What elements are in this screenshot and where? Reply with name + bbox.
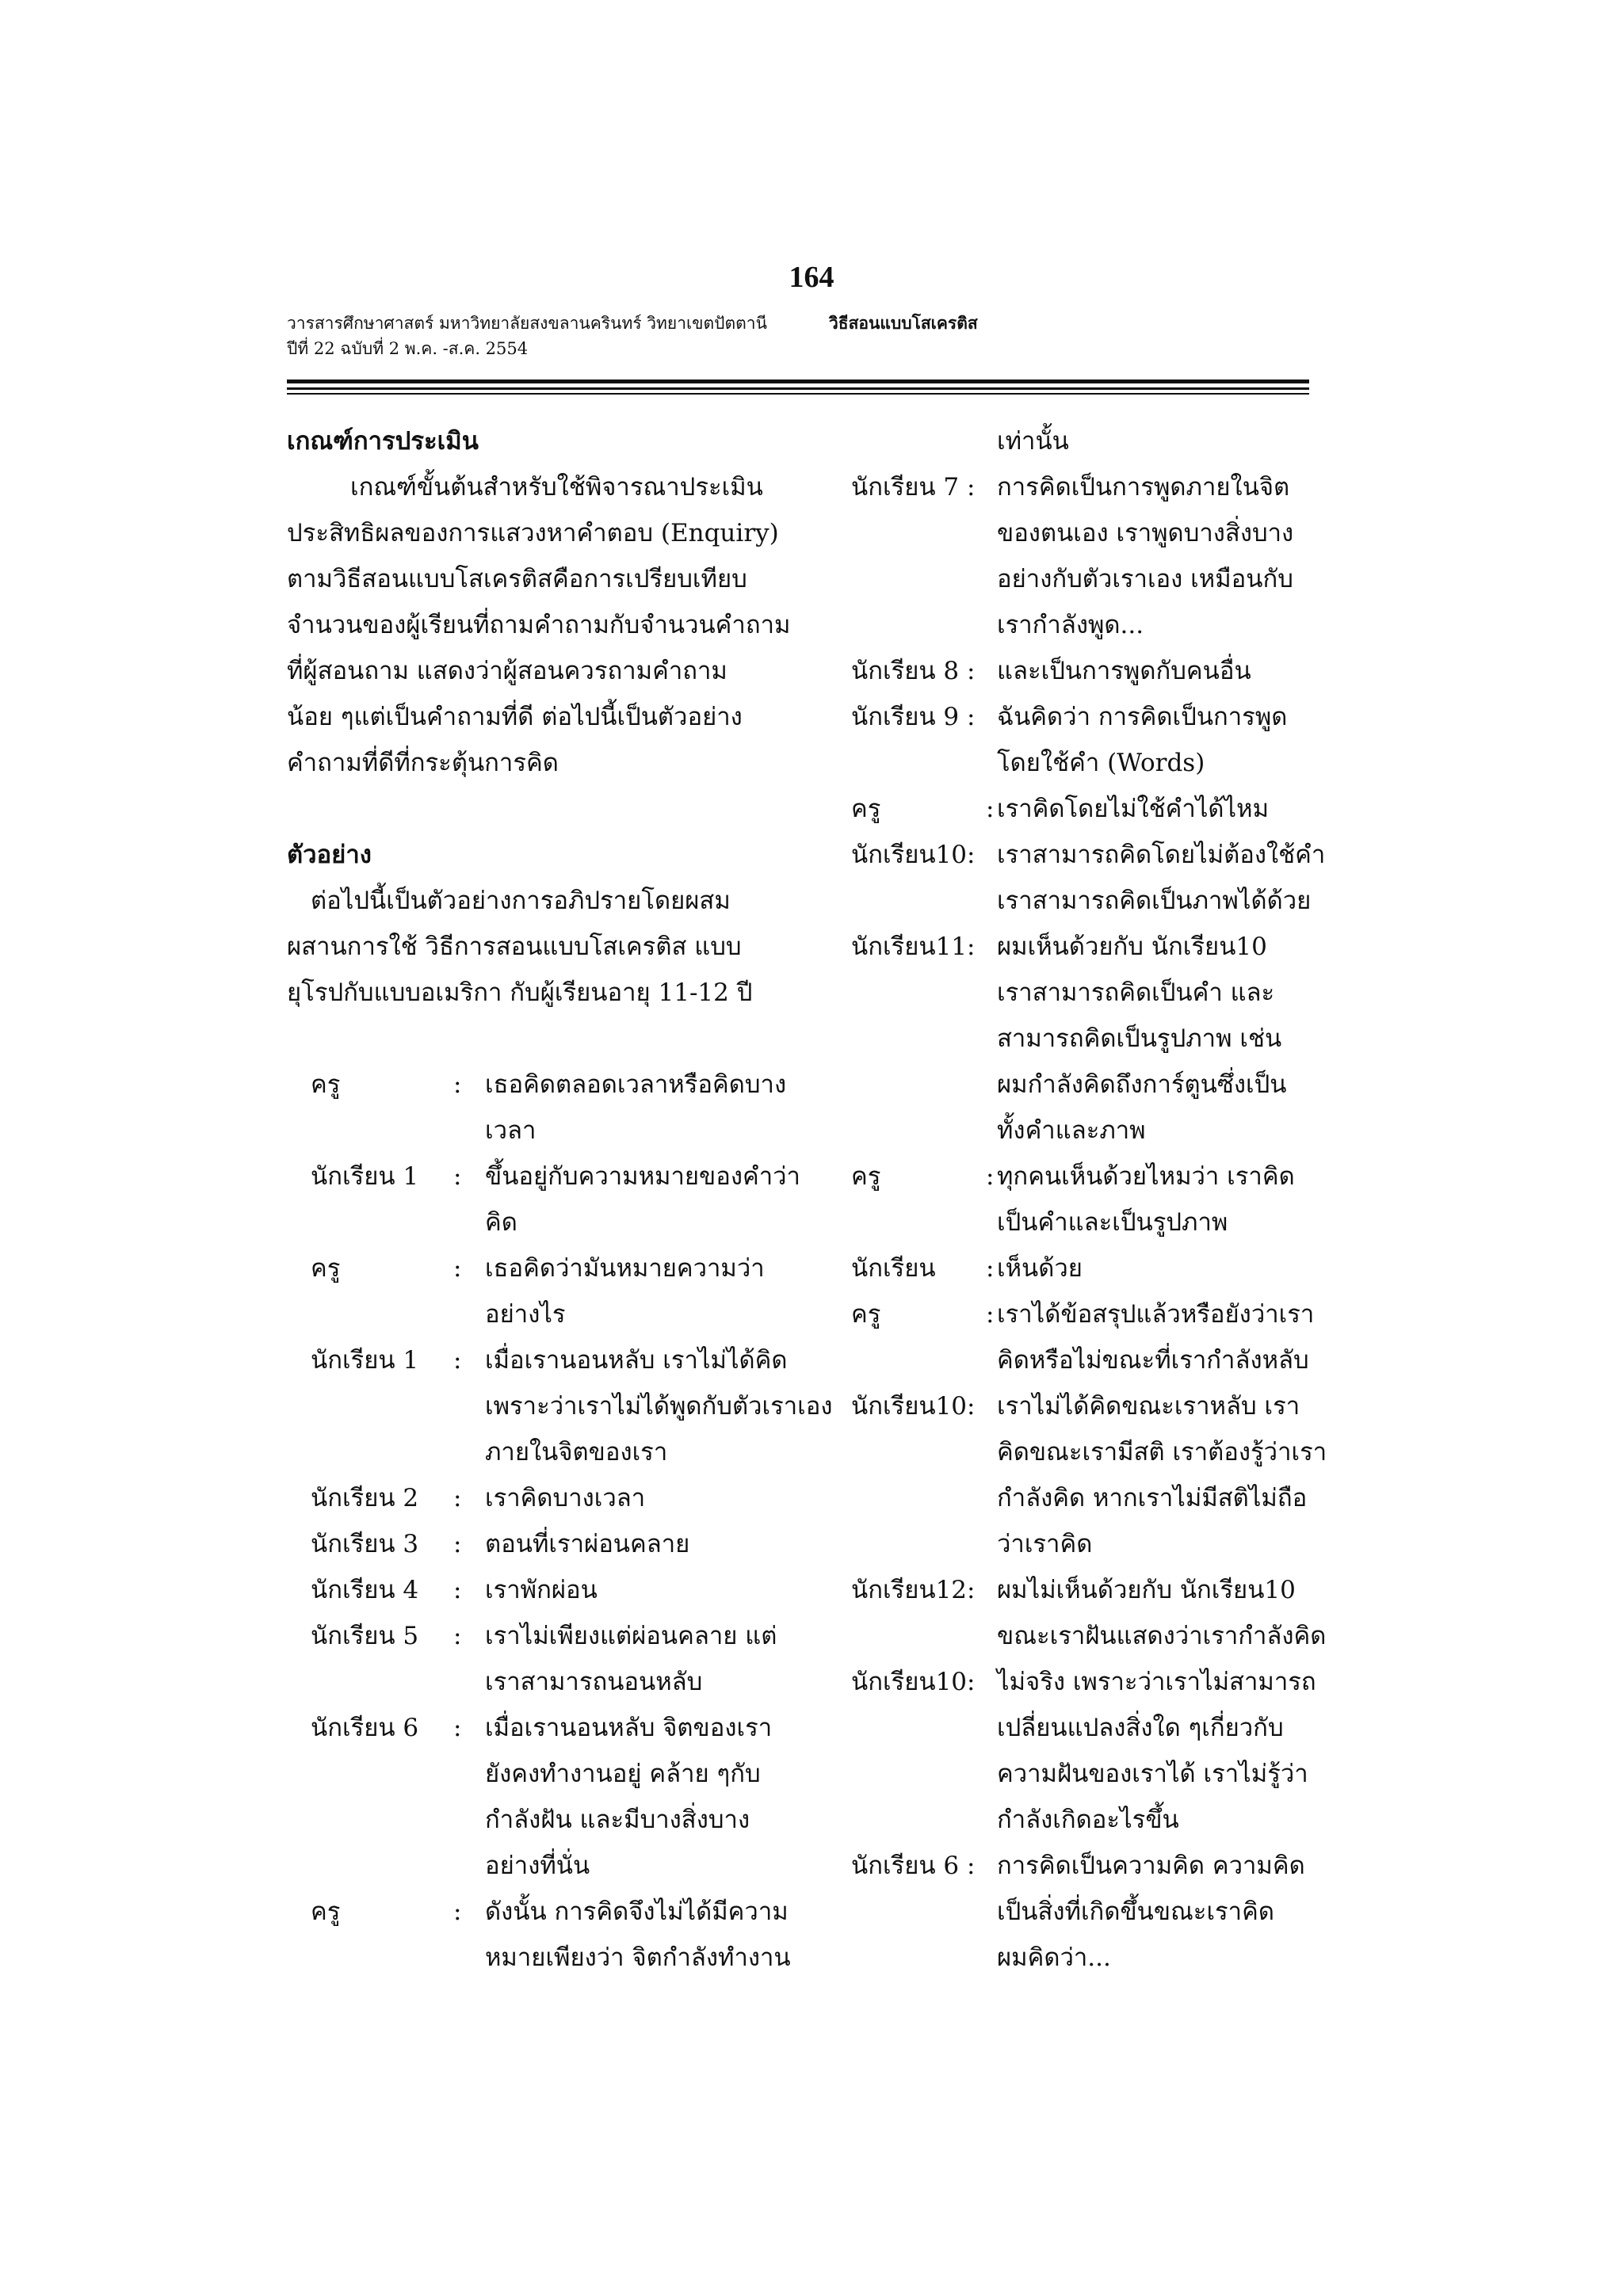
speaker-colon: : xyxy=(986,1162,995,1191)
speaker-colon xyxy=(986,648,997,694)
utterance-line: ว่าเราคิด xyxy=(997,1530,1093,1558)
speaker-label: ครู xyxy=(311,1070,341,1099)
dialogue-turn xyxy=(287,1889,791,1981)
utterance-line: อย่างไร xyxy=(485,1300,566,1329)
speaker-colon xyxy=(986,1843,997,1981)
dialogue-turn xyxy=(851,464,1327,648)
utterance-line: คิดขณะเรามีสติ เราต้องรู้ว่าเรา xyxy=(997,1438,1327,1466)
utterance-line: เมื่อเรานอนหลับ เราไม่ได้คิด xyxy=(485,1346,788,1375)
dialogue-turn xyxy=(851,418,1327,464)
dialogue-turn xyxy=(851,648,1327,694)
speaker-label: นักเรียน 3 xyxy=(311,1530,419,1558)
utterance-line: เราคิดบางเวลา xyxy=(485,1484,646,1512)
speaker-colon xyxy=(986,1659,997,1843)
utterance-line: ผมกำลังคิดถึงการ์ตูนซึ่งเป็น xyxy=(997,1070,1287,1099)
utterance-line: ตอนที่เราผ่อนคลาย xyxy=(485,1530,690,1558)
speaker-colon xyxy=(986,1383,997,1567)
utterance-line: ขึ้นอยู่กับความหมายของคำว่า xyxy=(485,1162,800,1191)
speaker-colon: : xyxy=(453,1897,462,1926)
dialogue-turn xyxy=(851,1245,1327,1291)
dialogue-turn xyxy=(287,1475,780,1521)
utterance-line: การคิดเป็นความคิด ความคิด xyxy=(997,1852,1305,1880)
speaker-colon xyxy=(986,464,997,648)
utterance-line: ขณะเราฝันแสดงว่าเรากำลังคิด xyxy=(997,1622,1327,1650)
speaker-label: ครู xyxy=(851,795,881,823)
utterance-line: ผมคิดว่า... xyxy=(997,1943,1111,1972)
speaker-label: นักเรียน12: xyxy=(851,1576,976,1604)
utterance-line: เราไม่เพียงแต่ผ่อนคลาย แต่ xyxy=(485,1622,777,1650)
utterance xyxy=(997,694,1287,786)
left-column xyxy=(287,418,833,1981)
utterance-line: เราสามารถนอนหลับ xyxy=(485,1668,703,1696)
utterance-line: เราพักผ่อน xyxy=(485,1576,598,1604)
utterance-line: ยังคงทำงานอยู่ คล้าย ๆกับ xyxy=(485,1760,761,1788)
speaker-colon xyxy=(986,1567,997,1659)
utterance-line: เวลา xyxy=(485,1116,537,1145)
dialogue-turn xyxy=(851,1843,1327,1981)
utterance xyxy=(997,924,1286,1154)
speaker-colon: : xyxy=(453,1254,462,1283)
utterance xyxy=(485,1337,833,1475)
utterance xyxy=(997,1843,1305,1981)
speaker-colon: : xyxy=(986,1300,995,1329)
utterance xyxy=(997,1291,1314,1383)
speaker-colon: : xyxy=(453,1576,462,1604)
speaker-label: นักเรียน xyxy=(851,1254,936,1283)
utterance-line: ทุกคนเห็นด้วยไหมว่า เราคิด xyxy=(997,1162,1295,1191)
speaker-colon xyxy=(986,832,997,924)
utterance-line: คิด xyxy=(485,1208,517,1237)
speaker-colon: : xyxy=(453,1622,462,1650)
utterance-line: สามารถคิดเป็นรูปภาพ เช่น xyxy=(997,1024,1282,1053)
utterance-line: อย่างที่นั่น xyxy=(485,1852,590,1880)
speaker-label: นักเรียน 2 xyxy=(311,1484,419,1512)
speaker-colon: : xyxy=(453,1714,462,1742)
dialogue-turn xyxy=(851,694,1327,786)
page-number: 164 xyxy=(789,261,834,294)
utterance-line: ดังนั้น การคิดจึงไม่ได้มีความ xyxy=(485,1897,789,1926)
paragraph-line: ที่ผู้สอนถาม แสดงว่าผู้สอนควรถามคำถาม xyxy=(287,657,727,685)
speaker-colon: : xyxy=(453,1070,462,1099)
issue-info: ปีที่ 22 ฉบับที่ 2 พ.ค. -ส.ค. 2554 xyxy=(287,339,529,358)
utterance xyxy=(485,1889,791,1981)
utterance xyxy=(485,1567,598,1613)
utterance-line: ผมเห็นด้วยกับ นักเรียน10 xyxy=(997,933,1267,961)
speaker-colon xyxy=(986,694,997,786)
section-heading-criteria: เกณฑ์การประเมิน xyxy=(287,427,479,456)
utterance-line: ของตนเอง เราพูดบางสิ่งบาง xyxy=(997,519,1294,547)
dialogue-turn xyxy=(287,1245,780,1337)
right-column xyxy=(851,418,1327,1981)
dialogue-turn xyxy=(851,924,1327,1154)
utterance-line: เห็นด้วย xyxy=(997,1254,1083,1283)
utterance-line: ไม่จริง เพราะว่าเราไม่สามารถ xyxy=(997,1668,1316,1696)
utterance-line: เพราะว่าเราไม่ได้พูดกับตัวเราเอง xyxy=(485,1392,833,1421)
speaker-label: นักเรียน10: xyxy=(851,1668,976,1696)
utterance-line: ผมไม่เห็นด้วยกับ นักเรียน10 xyxy=(997,1576,1296,1604)
paragraph-line: คำถามที่ดีที่กระตุ้นการคิด xyxy=(287,749,559,777)
speaker-label: ครู xyxy=(851,1162,881,1191)
paragraph-line: เกณฑ์ขั้นต้นสำหรับใช้พิจารณาประเมิน xyxy=(350,473,763,502)
utterance-line: ฉันคิดว่า การคิดเป็นการพูด xyxy=(997,703,1288,731)
speaker-colon xyxy=(986,418,997,464)
utterance-line: เราคิดโดยไม่ใช้คำได้ไหม xyxy=(997,795,1269,823)
speaker-label: ครู xyxy=(851,1300,881,1329)
utterance-line: เธอคิดว่ามันหมายความว่า xyxy=(485,1254,765,1283)
dialogue-turn xyxy=(851,1383,1327,1567)
utterance xyxy=(485,1062,786,1154)
speaker-label: ครู xyxy=(311,1254,341,1283)
speaker-colon: : xyxy=(453,1484,462,1512)
speaker-label: นักเรียน 5 xyxy=(311,1622,419,1650)
dialogue-turn xyxy=(851,1291,1327,1383)
dialogue-turn xyxy=(851,1567,1327,1659)
speaker-label: นักเรียน 1 xyxy=(311,1346,419,1375)
speaker-label: นักเรียน 6 : xyxy=(851,1852,976,1880)
utterance xyxy=(997,1567,1326,1659)
speaker-label: นักเรียน 6 xyxy=(311,1714,419,1742)
speaker-colon: : xyxy=(986,795,995,823)
dialogue-turn xyxy=(851,1659,1327,1843)
speaker-label: นักเรียน10: xyxy=(851,841,976,869)
speaker-label: นักเรียน 8 : xyxy=(851,657,976,685)
utterance-line: เมื่อเรานอนหลับ จิตของเรา xyxy=(485,1714,773,1742)
utterance xyxy=(485,1705,772,1889)
utterance-line: และเป็นการพูดกับคนอื่น xyxy=(997,657,1251,685)
utterance-line: เรากำลังพูด... xyxy=(997,611,1144,639)
paragraph-line: ประสิทธิผลของการแสวงหาคำตอบ (Enquiry) xyxy=(287,519,779,547)
speaker-label: นักเรียน11: xyxy=(851,933,976,961)
utterance-line: ความฝันของเราได้ เราไม่รู้ว่า xyxy=(997,1760,1308,1788)
dialogue-turn xyxy=(287,1154,800,1245)
utterance-line: เราสามารถคิดโดยไม่ต้องใช้คำ xyxy=(997,841,1326,869)
utterance-line: กำลังฝัน และมีบางสิ่งบาง xyxy=(485,1806,750,1834)
dialogue-turn xyxy=(287,1521,780,1567)
section-heading-example: ตัวอย่าง xyxy=(287,841,372,869)
utterance xyxy=(997,648,1251,694)
running-header xyxy=(287,311,767,361)
header-rule-thin xyxy=(287,387,1309,390)
speaker-label: นักเรียน 4 xyxy=(311,1576,419,1604)
dialogue-turn xyxy=(851,786,1327,832)
header-rule-thin-2 xyxy=(287,393,1309,395)
header-rule-thick xyxy=(287,379,1309,383)
example-paragraph xyxy=(287,878,780,1016)
utterance xyxy=(997,464,1293,648)
criteria-paragraph xyxy=(287,464,791,786)
journal-name: วารสารศึกษาศาสตร์ มหาวิทยาลัยสงขลานครินทร์ วิทยาเขตปัตตานี xyxy=(287,314,767,333)
speaker-colon xyxy=(986,924,997,1154)
speaker-colon: : xyxy=(453,1530,462,1558)
utterance-line: หมายเพียงว่า จิตกำลังทำงาน xyxy=(485,1943,791,1972)
utterance-line: เปลี่ยนแปลงสิ่งใด ๆเกี่ยวกับ xyxy=(997,1714,1284,1742)
utterance xyxy=(997,1659,1316,1843)
speaker-label: ครู xyxy=(311,1897,341,1926)
speaker-label: นักเรียน 1 xyxy=(311,1162,419,1191)
speaker-colon: : xyxy=(453,1346,462,1375)
utterance-line: อย่างกับตัวเราเอง เหมือนกับ xyxy=(997,565,1293,593)
speaker-label xyxy=(851,418,986,464)
speaker-colon: : xyxy=(453,1162,462,1191)
utterance-line: โดยใช้คำ (Words) xyxy=(997,749,1205,777)
utterance xyxy=(997,786,1269,832)
speaker-label: นักเรียน10: xyxy=(851,1392,976,1421)
utterance-line: เป็นคำและเป็นรูปภาพ xyxy=(997,1208,1228,1237)
paragraph-line: ตามวิธีสอนแบบโสเครติสคือการเปรียบเทียบ xyxy=(287,565,747,593)
utterance xyxy=(997,1383,1327,1567)
utterance xyxy=(485,1475,645,1521)
utterance-line: เราสามารถคิดเป็นคำ และ xyxy=(997,978,1275,1007)
utterance-line: เราสามารถคิดเป็นภาพได้ด้วย xyxy=(997,887,1312,915)
paragraph-line: จำนวนของผู้เรียนที่ถามคำถามกับจำนวนคำถาม xyxy=(287,611,791,639)
utterance xyxy=(997,1154,1295,1245)
dialogue-turn xyxy=(287,1337,833,1475)
speaker-label: นักเรียน 7 : xyxy=(851,473,976,502)
paragraph-line: ยุโรปกับแบบอเมริกา กับผู้เรียนอายุ 11-12 ปี xyxy=(287,978,753,1007)
utterance-line: เธอคิดตลอดเวลาหรือคิดบาง xyxy=(485,1070,787,1099)
paragraph-line: ผสานการใช้ วิธีการสอนแบบโสเครติส แบบ xyxy=(287,933,742,961)
utterance-line: เราไม่ได้คิดขณะเราหลับ เรา xyxy=(997,1392,1300,1421)
dialogue-turn xyxy=(287,1705,780,1889)
utterance-line: ภายในจิตของเรา xyxy=(485,1438,668,1466)
utterance-line: กำลังคิด หากเราไม่มีสติไม่ถือ xyxy=(997,1484,1308,1512)
dialogue-turn xyxy=(287,1062,787,1154)
utterance-line: เราได้ข้อสรุปแล้วหรือยังว่าเรา xyxy=(997,1300,1315,1329)
utterance xyxy=(485,1521,689,1567)
utterance xyxy=(997,418,1069,464)
utterance-line: เท่านั้น xyxy=(997,427,1069,456)
utterance xyxy=(485,1245,765,1337)
dialogue-right xyxy=(851,418,1327,1981)
speaker-colon: : xyxy=(986,1254,995,1283)
utterance-line: การคิดเป็นการพูดภายในจิต xyxy=(997,473,1290,502)
utterance-line: ทั้งคำและภาพ xyxy=(997,1116,1146,1145)
dialogue-left xyxy=(287,1062,833,1981)
speaker-label: นักเรียน 9 : xyxy=(851,703,976,731)
utterance-line: คิดหรือไม่ขณะที่เรากำลังหลับ xyxy=(997,1346,1309,1375)
utterance xyxy=(485,1154,800,1245)
utterance xyxy=(997,832,1325,924)
paragraph-line: ต่อไปนี้เป็นตัวอย่างการอภิปรายโดยผสม xyxy=(311,887,731,915)
dialogue-turn xyxy=(287,1613,780,1705)
utterance-line: เป็นสิ่งที่เกิดขึ้นขณะเราคิด xyxy=(997,1897,1274,1926)
utterance xyxy=(997,1245,1083,1291)
dialogue-turn xyxy=(851,832,1327,924)
dialogue-turn xyxy=(287,1567,780,1613)
dialogue-turn xyxy=(851,1154,1327,1245)
utterance xyxy=(485,1613,777,1705)
utterance-line: กำลังเกิดอะไรขึ้น xyxy=(997,1806,1179,1834)
paragraph-line: น้อย ๆแต่เป็นคำถามที่ดี ต่อไปนี้เป็นตัวอย่าง xyxy=(287,703,743,731)
article-title: วิธีสอนแบบโสเครติส xyxy=(829,313,978,333)
